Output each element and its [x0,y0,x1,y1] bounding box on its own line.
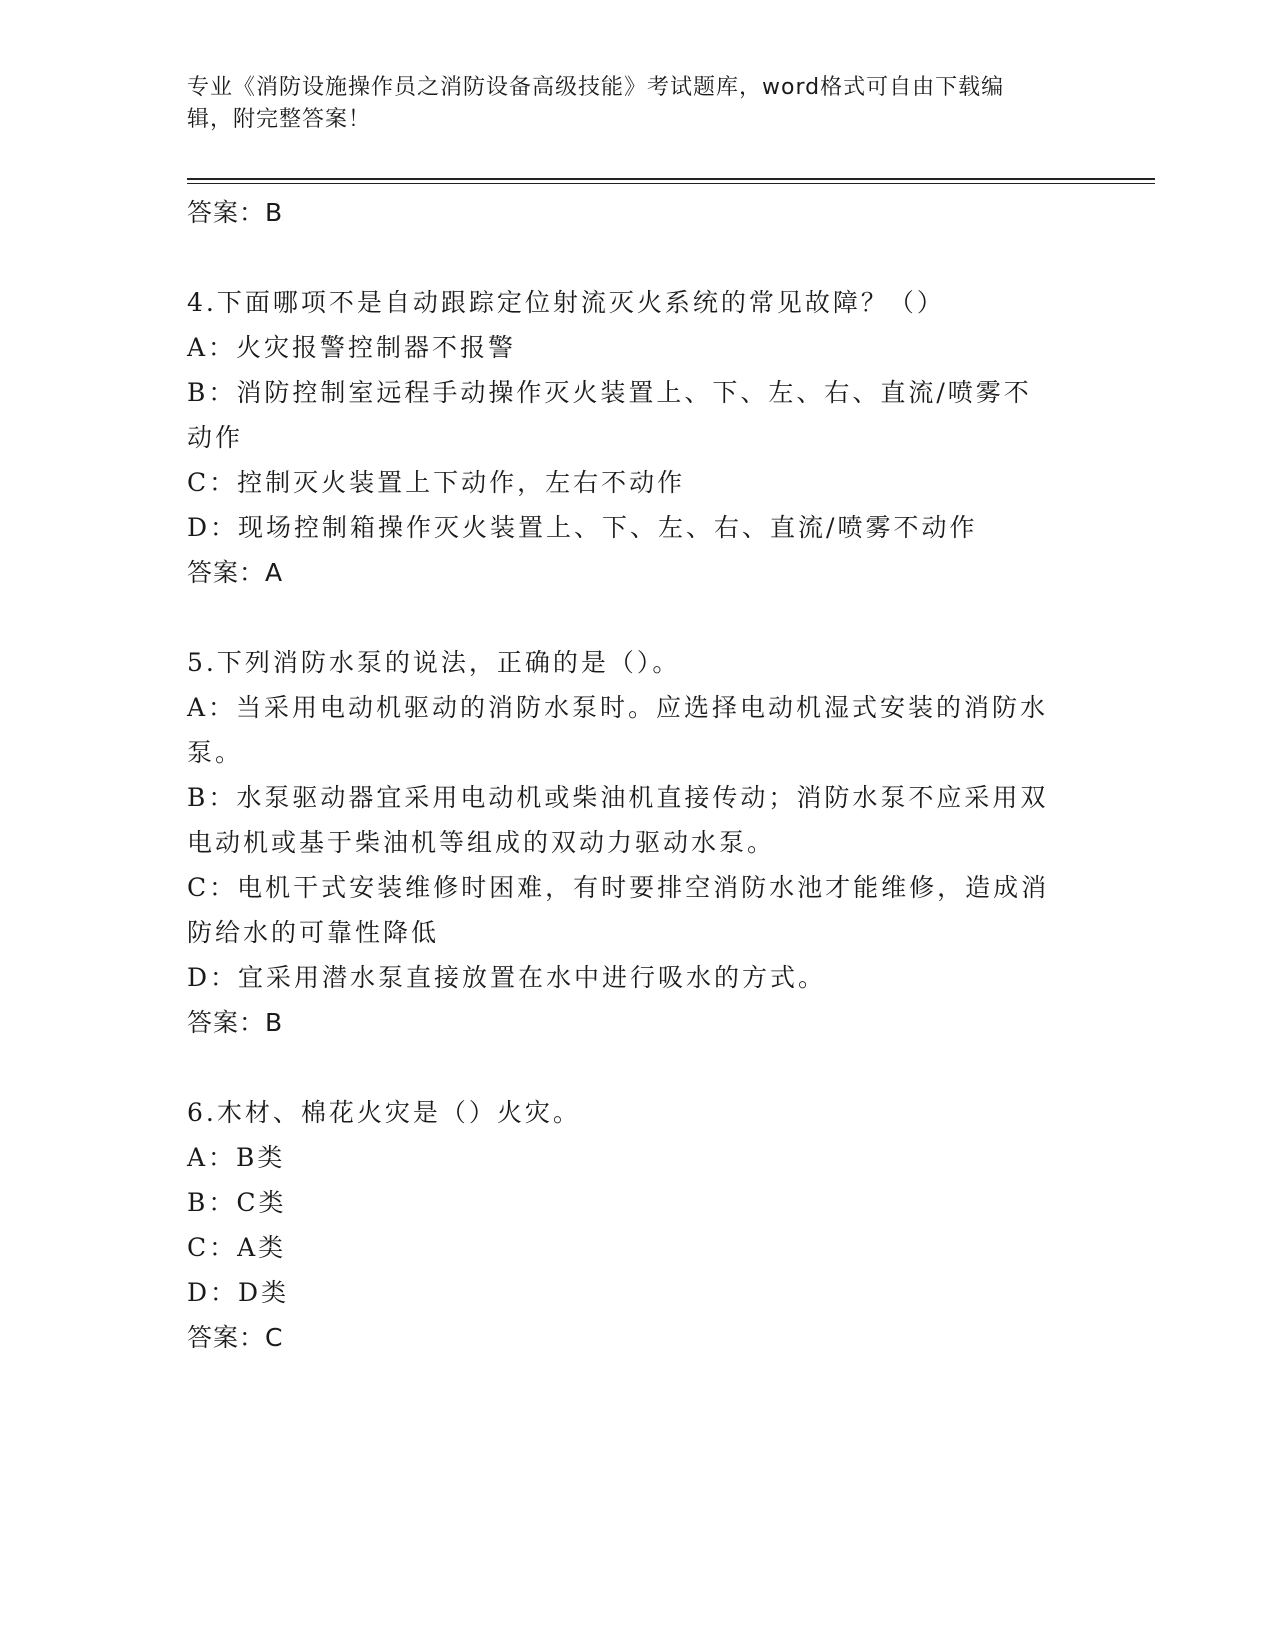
option-line: C：电机干式安装维修时困难，有时要排空消防水池才能维修，造成消 [187,873,1050,902]
question-block [187,280,1077,596]
answer-line: 答案：B [187,1008,284,1037]
option-line: D：现场控制箱操作灭火装置上、下、左、右、直流/喷雾不动作 [187,513,978,542]
header-line-1: 专业《消防设施操作员之消防设备高级技能》考试题库，word格式可自由下载编 [187,75,1005,100]
answer-line: 答案：A [187,558,284,587]
spacer [187,236,1077,280]
spacer [187,596,1077,640]
page-header [187,72,1087,136]
option-line: B：消防控制室远程手动操作灭火装置上、下、左、右、直流/喷雾不 [187,378,1032,407]
option-line: B：C类 [187,1188,287,1217]
question-text: 6.木材、棉花火灾是（）火灾。 [187,1098,581,1127]
answer-line: 答案：C [187,1323,284,1352]
option-line: C：A类 [187,1233,287,1262]
option-line: 防给水的可靠性降低 [187,918,440,947]
option-line: D：宜采用潜水泵直接放置在水中进行吸水的方式。 [187,963,827,992]
question-block [187,640,1077,1046]
option-line: A：B类 [187,1143,286,1172]
option-line: C：控制灭火装置上下动作，左右不动作 [187,468,686,497]
question-block [187,1090,1077,1361]
header-line-2: 辑，附完整答案！ [187,107,372,132]
question-list [187,190,1077,1361]
spacer [187,1046,1077,1090]
option-line: 电动机或基于柴油机等组成的双动力驱动水泵。 [187,828,776,857]
question-text: 4.下面哪项不是自动跟踪定位射流灭火系统的常见故障？（） [187,288,945,317]
option-line: D：D类 [187,1278,290,1307]
answer-line: 答案：B [187,198,284,227]
question-text: 5.下列消防水泵的说法，正确的是（）。 [187,648,681,677]
header-rule-thick [187,178,1155,180]
option-line: A：火灾报警控制器不报警 [187,333,517,362]
header-rule-thin [187,183,1155,184]
option-line: 动作 [187,423,244,452]
option-line: A：当采用电动机驱动的消防水泵时。应选择电动机湿式安装的消防水 [187,693,1049,722]
option-line: B：水泵驱动器宜采用电动机或柴油机直接传动；消防水泵不应采用双 [187,783,1049,812]
option-line: 泵。 [187,738,244,767]
